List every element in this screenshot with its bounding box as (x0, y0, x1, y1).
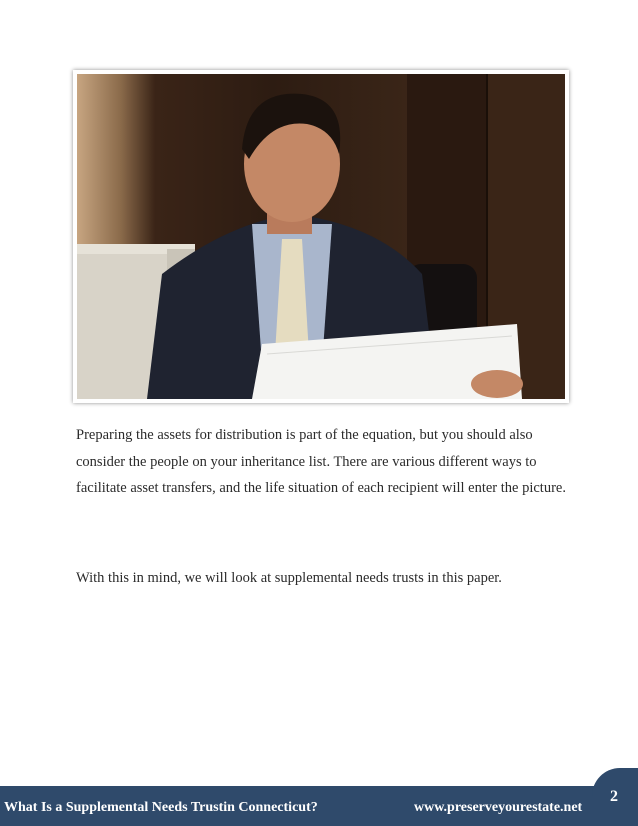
businessman-photo (77, 74, 565, 399)
footer-document-title: What Is a Supplemental Needs Trustin Connecticut? (4, 800, 318, 815)
intro-paragraph: Preparing the assets for distribution is part of the equation, but you should also consider the people on your inheritance list. There are various different ways to facilitate asset transfers, and the life situation of each recipient will enter the picture. (76, 427, 566, 496)
photo-frame (73, 70, 569, 403)
scope-paragraph: With this in mind, we will look at supplemental needs trusts in this paper. (76, 570, 502, 586)
footer-website-link[interactable]: www.preserveyourestate.net (414, 800, 583, 815)
page-number: 2 (610, 788, 618, 805)
photo-illustration (77, 74, 565, 399)
